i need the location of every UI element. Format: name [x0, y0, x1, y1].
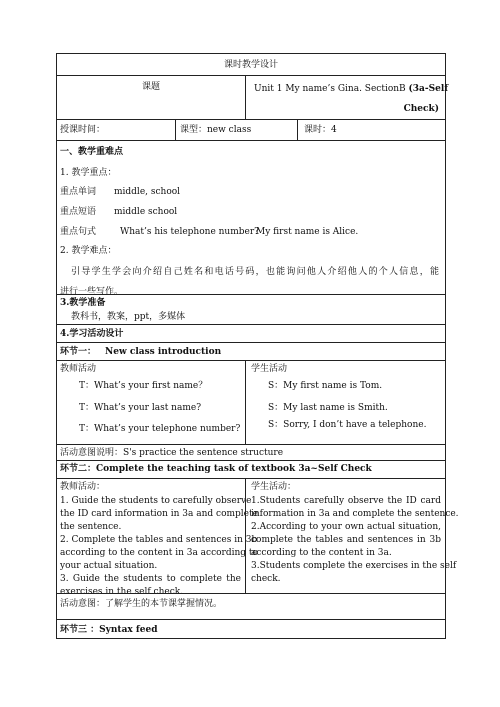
teacher-question-1: T：What’s your first name？	[79, 381, 208, 391]
student-step-line: information in 3a and complete the sentence.	[251, 509, 459, 519]
type-label: 课型：new class	[180, 125, 252, 135]
intent2-text: 活动意图：了解学生的本节课掌握情况。	[60, 599, 223, 609]
step1-row	[56, 342, 446, 360]
key-points-label: 1. 教学重点：	[60, 168, 117, 178]
teacher-step-line: the sentence.	[60, 522, 122, 532]
time-label: 授课时间：	[60, 125, 106, 135]
teacher-step-line: 3. Guide the students to complete the	[60, 574, 241, 584]
topic-value-line1: Unit 1 My name’s Gina. SectionB (3a-Self	[254, 84, 449, 94]
step1-label: 环节一：	[60, 347, 97, 357]
teacher-question-2: T：What’s your last name?	[79, 403, 202, 413]
student-step-line: check.	[251, 574, 281, 584]
sentence-1: What’s his telephone number?	[120, 227, 259, 237]
title-row	[56, 53, 446, 75]
teacher-step-line: exercises in the self check.	[60, 587, 184, 597]
teacher-activity-label: 教师活动	[60, 364, 97, 374]
sentence-2: My first name is Alice.	[256, 227, 359, 237]
step3-row	[56, 619, 446, 639]
student-answer-2: S：My last name is Smith.	[268, 403, 388, 413]
step2-title: 环节二：Complete the teaching task of textbook 3a~Self Check	[60, 464, 372, 474]
teacher-activity-label-2: 教师活动：	[60, 482, 106, 492]
prep-text: 教科书，教案，ppt，多媒体	[71, 312, 186, 322]
teacher-step-line: according to the content in 3a according to	[60, 548, 258, 558]
hours-cell	[297, 120, 445, 140]
words-label: 重点单词	[60, 187, 97, 197]
teacher-step-line: 2. Complete the tables and sentences in 3b	[60, 535, 258, 545]
student-step-line: complete the tables and sentences in 3b	[251, 535, 441, 545]
topic-row	[56, 75, 449, 119]
student-step-line: according to the content in 3a.	[251, 548, 392, 558]
student-step-line: 3.Students complete the exercises in the self	[251, 561, 457, 571]
time-row	[56, 119, 446, 140]
difficult-text-1: 引导学生学会向介绍自己姓名和电话号码，也能询问他人介绍他人的个人信息，能	[71, 267, 439, 277]
type-cell	[175, 120, 297, 140]
teacher-step-line: your actual situation.	[60, 561, 158, 571]
step2-activities	[56, 478, 459, 597]
intent2-row	[56, 593, 446, 619]
student-activity-cell-2	[245, 479, 459, 593]
teacher-step-line: the ID card information in 3a and complete	[60, 509, 258, 519]
step1-title: New class introduction	[105, 347, 222, 357]
difficult-text-2: 进行一些写作。	[60, 287, 124, 297]
intent1-text: 活动意图说明：S's practice the sentence structure	[60, 448, 284, 458]
step2-row	[56, 460, 446, 478]
student-activity-label: 学生活动	[251, 364, 288, 374]
student-answer-3: S：Sorry, I don’t have a telephone.	[268, 420, 427, 430]
topic-value-cell	[245, 76, 449, 119]
activity-heading: 4.学习活动设计	[60, 329, 124, 339]
intent1-row	[56, 444, 446, 460]
sentences-label: 重点句式	[60, 227, 97, 237]
focus-heading: 一、教学重难点	[60, 147, 124, 157]
student-activity-cell	[245, 361, 445, 444]
hours-label: 课时：4	[304, 125, 337, 135]
activity-heading-row	[56, 324, 446, 342]
teacher-question-3: T：What’s your telephone number?	[79, 424, 241, 434]
student-answer-1: S：My first name is Tom.	[268, 381, 383, 391]
difficult-label: 2. 教学难点：	[60, 246, 117, 256]
step3-title: 环节三 ：Syntax feed	[60, 625, 158, 635]
words-value: middle, school	[114, 187, 181, 197]
prep-heading: 3.教学准备	[60, 298, 106, 308]
student-step-line: 2.According to your own actual situation,	[251, 522, 441, 532]
student-activity-label-2: 学生活动：	[251, 482, 297, 492]
prep-section	[56, 294, 446, 324]
teacher-step-line: 1. Guide the students to carefully observe	[60, 496, 252, 506]
doc-title: 课时教学设计	[223, 60, 278, 70]
teacher-activity-cell-2	[57, 479, 258, 597]
topic-label: 课题	[141, 82, 160, 92]
topic-value-line2: Check)	[403, 104, 439, 114]
phrases-value: middle school	[114, 207, 178, 217]
student-step-line: 1.Students carefully observe the ID card	[251, 496, 441, 506]
phrases-label: 重点短语	[60, 207, 97, 217]
step1-activities	[56, 360, 446, 444]
teacher-activity-cell	[57, 361, 245, 444]
